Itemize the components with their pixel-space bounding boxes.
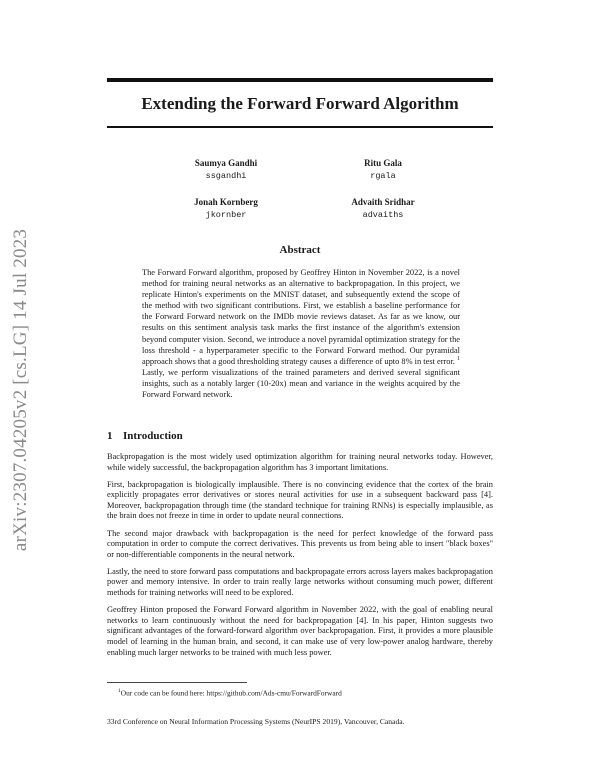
author-id: ssgandhi — [205, 171, 247, 181]
paper-title: Extending the Forward Forward Algorithm — [141, 94, 459, 113]
author-id: rgala — [370, 171, 396, 181]
author-name: Jonah Kornberg — [194, 197, 258, 207]
section-body — [107, 452, 493, 665]
abstract-heading: Abstract — [279, 244, 321, 256]
arxiv-identifier-text: arXiv:2307.04205v2 [cs.LG] 14 Jul 2023 — [10, 228, 31, 552]
abstract-text: The Forward Forward algorithm, proposed by Geoffrey Hinton in November 2022, is a novel method for training neural networks as an alternative to backpropagation. In this project, we replicate Hinton's experiments on the MNIST dataset, and subsequently extend the scope of the method with two significant contributions. First, we establish a baseline performance for the Forward Forward network on the IMDb movie reviews dataset. As far as we know, our results on this sentiment analysis task marks the first instance of the algorithm's extension beyond computer vision. Second, we introduce a novel pyramidal optimization strategy for the loss threshold - a hyperparameter specific to the Forward Forward method. Our pyramidal approach shows that a good thresholding strategy causes a difference of upto 8% in test error. — [142, 268, 460, 366]
footnote-number: 1 — [118, 688, 121, 694]
section-number: 1 — [107, 430, 113, 442]
arxiv-identifier — [6, 210, 36, 570]
footnote-text: Our code can be found here: https://github.com/Ads-cmu/ForwardForward — [120, 688, 342, 698]
footnote-rule — [107, 682, 247, 683]
author-block — [156, 196, 296, 222]
body-paragraph: First, backpropagation is biologically implausible. There is no convincing evidence that the cortex of the brain explicitly propagates error derivatives or stores neural activities for use in a subsequent backward pass [4]. Moreover, backpropagation through time (the standard technique for training RNNs) is especially implausible, as the brain does not freeze in time in order to update neural connections. — [107, 479, 493, 521]
body-paragraph: The second major drawback with backpropagation is the need for perfect knowledge of the forward pass computation in order to compute the correct derivatives. This prevents us from being able to insert "black boxes" or non-differentiable components in the neural network. — [107, 528, 493, 559]
abstract-text-continued: Lastly, we perform visualizations of the trained parameters and derived several significant insights, such as a notably larger (10-20x) mean and variance in the weights acquired by the Forward Forward network. — [142, 367, 460, 400]
footnote — [118, 686, 498, 698]
venue-note: 33rd Conference on Neural Information Processing Systems (NeurIPS 2019), Vancouver, Canada. — [107, 717, 405, 726]
author-id: advaiths — [362, 210, 404, 220]
section-title: Introduction — [123, 430, 183, 442]
title-top-rule — [107, 78, 493, 82]
body-paragraph: Lastly, the need to store forward pass computations and backpropagate errors across layers makes backpropagation power and memory intensive. In order to train really large networks without consuming much power, different methods for training networks will need to be explored. — [107, 566, 493, 598]
abstract-paragraph — [142, 267, 460, 400]
body-paragraph: Geoffrey Hinton proposed the Forward Forward algorithm in November 2022, with the goal of enabling neural networks to learn continuously without the need for backpropagation [4]. In his paper, Hinton suggests two significant advantages of the forward-forward algorithm over backpropagation. First, it provides a more plausible model of learning in the human brain, and second, it can make use of very low-power analog hardware, thereby enabling much larger networks to be trained with much less power. — [107, 605, 493, 657]
abstract-body — [142, 267, 460, 402]
body-paragraph: Backpropagation is the most widely used optimization algorithm for training neural networks today. However, while widely successful, the backpropagation algorithm has 3 important limitations. — [107, 452, 493, 472]
author-name: Ritu Gala — [364, 158, 402, 168]
author-id: jkornber — [205, 210, 247, 220]
section-heading — [107, 430, 493, 442]
footnote-marker: 1 — [457, 355, 461, 362]
title-bottom-rule — [107, 126, 493, 128]
author-name: Saumya Gandhi — [194, 158, 258, 168]
author-name: Advaith Sridhar — [351, 197, 415, 207]
author-block — [313, 196, 453, 222]
author-block — [156, 157, 296, 183]
author-block — [313, 157, 453, 183]
